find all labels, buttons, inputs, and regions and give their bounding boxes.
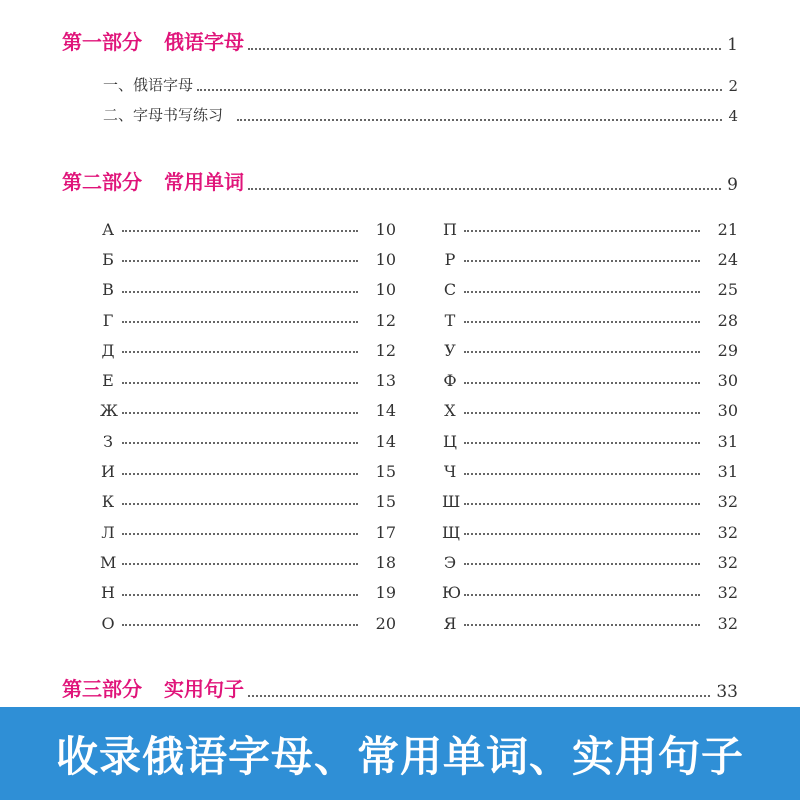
letter: С (443, 280, 457, 300)
letter: Д (101, 340, 115, 360)
promo-banner (0, 707, 800, 800)
letter: Е (102, 371, 114, 391)
dot-leader (464, 260, 700, 262)
letter: З (103, 431, 113, 451)
dot-leader (464, 321, 700, 323)
page-number: 13 (375, 371, 396, 391)
letter-entry (442, 335, 738, 365)
letter: Г (102, 310, 114, 330)
letter: Н (101, 583, 115, 603)
letter-entry (100, 275, 396, 305)
toc-part-3 (62, 673, 738, 702)
sub-item-text: 一、俄语字母 (103, 76, 194, 94)
page-number: 17 (375, 522, 396, 542)
letter: Я (443, 613, 457, 633)
page-number: 32 (717, 522, 738, 542)
dot-leader (122, 260, 358, 262)
dot-leader (237, 119, 722, 121)
dot-leader (248, 188, 721, 190)
toc-part-1 (62, 26, 738, 55)
letter-entry (100, 426, 396, 456)
letter: Ч (443, 462, 457, 482)
page-number: 15 (375, 492, 396, 512)
letter-entry (442, 305, 738, 335)
dot-leader (122, 291, 358, 293)
letter-entry (100, 214, 396, 244)
dot-leader (122, 321, 358, 323)
page-number: 29 (717, 340, 738, 360)
dot-leader (122, 473, 358, 475)
dot-leader (464, 351, 700, 353)
dot-leader (122, 442, 358, 444)
dot-leader (248, 695, 710, 697)
letter-entry (442, 547, 738, 577)
part-title: 第三部分 实用句子 (62, 677, 244, 701)
dot-leader (122, 382, 358, 384)
page-number: 19 (375, 583, 396, 603)
part-title: 第二部分 常用单词 (62, 170, 244, 194)
dot-leader (464, 533, 700, 535)
page-number: 32 (717, 552, 738, 572)
letter-entry (100, 456, 396, 486)
page-number: 2 (728, 77, 738, 95)
dot-leader (122, 533, 358, 535)
toc-sub-item-1 (103, 74, 738, 95)
page-number: 31 (717, 462, 738, 482)
letter: Ф (443, 371, 457, 391)
letter: Х (444, 401, 456, 421)
page-number: 1 (727, 35, 738, 55)
dot-leader (122, 412, 358, 414)
toc-part-2 (62, 166, 738, 195)
letter: У (444, 340, 456, 360)
dot-leader (464, 624, 700, 626)
page-number: 24 (717, 249, 738, 269)
letter: М (100, 552, 117, 572)
page-number: 30 (717, 401, 738, 421)
page-number: 33 (716, 682, 738, 702)
letter-column-right (442, 214, 738, 638)
letter: Ж (100, 401, 118, 421)
letter: Б (102, 249, 114, 269)
letter-entry (100, 578, 396, 608)
page-number: 12 (375, 310, 396, 330)
page-number: 12 (375, 340, 396, 360)
dot-leader (122, 624, 358, 626)
page-number: 10 (375, 280, 396, 300)
dot-leader (122, 230, 358, 232)
dot-leader (464, 442, 700, 444)
letter-entry (100, 396, 396, 426)
letter: Э (443, 552, 457, 572)
letter-entry (442, 396, 738, 426)
page-number: 9 (727, 175, 738, 195)
dot-leader (464, 291, 700, 293)
page-number: 14 (375, 401, 396, 421)
letter: К (101, 492, 115, 512)
dot-leader (122, 351, 358, 353)
letter-entry (442, 214, 738, 244)
dot-leader (197, 89, 722, 91)
letter-entry (442, 608, 738, 638)
page-number: 32 (717, 583, 738, 603)
letter: Р (444, 249, 456, 269)
letter-entry (442, 456, 738, 486)
letter-entry (442, 578, 738, 608)
letter: Л (101, 522, 115, 542)
dot-leader (464, 382, 700, 384)
page-number: 25 (717, 280, 738, 300)
letter: О (101, 613, 115, 633)
page-number: 18 (375, 552, 396, 572)
letter-entry (100, 547, 396, 577)
letter: Т (444, 310, 456, 330)
sub-item-text: 二、字母书写练习 (103, 106, 224, 124)
letter-entry (100, 365, 396, 395)
letter-column-left (100, 214, 396, 638)
page-number: 20 (375, 613, 396, 633)
dot-leader (464, 230, 700, 232)
page-number: 10 (375, 219, 396, 239)
dot-leader (122, 503, 358, 505)
letter-entry (100, 335, 396, 365)
page-number: 14 (375, 431, 396, 451)
page-number: 21 (717, 219, 738, 239)
dot-leader (122, 594, 358, 596)
page-number: 28 (717, 310, 738, 330)
page-number: 15 (375, 462, 396, 482)
letter-entry (442, 517, 738, 547)
page-number: 4 (728, 107, 738, 125)
letter: И (101, 462, 115, 482)
letter-entry (100, 608, 396, 638)
letter-entry (442, 365, 738, 395)
letter: П (443, 219, 457, 239)
dot-leader (464, 473, 700, 475)
part-title: 第一部分 俄语字母 (62, 30, 244, 54)
letter-entry (442, 275, 738, 305)
letter-entry (100, 517, 396, 547)
letter: Щ (442, 522, 461, 542)
dot-leader (464, 563, 700, 565)
letter-entry (100, 487, 396, 517)
banner-text: 收录俄语字母、常用单词、实用句子 (55, 731, 744, 781)
page-number: 32 (717, 613, 738, 633)
letter: В (102, 280, 114, 300)
letter-entry (100, 305, 396, 335)
letter: Ц (443, 431, 457, 451)
toc-sub-item-2 (103, 104, 738, 125)
letter-entry (100, 244, 396, 274)
dot-leader (122, 563, 358, 565)
page-number: 31 (717, 431, 738, 451)
letter: Ш (442, 492, 461, 512)
page-number: 10 (375, 249, 396, 269)
dot-leader (464, 412, 700, 414)
dot-leader (464, 503, 700, 505)
letter-entry (442, 426, 738, 456)
page-number: 30 (717, 371, 738, 391)
letter-entry (442, 487, 738, 517)
dot-leader (464, 594, 700, 596)
letter: А (101, 219, 115, 239)
page-number: 32 (717, 492, 738, 512)
letter-entry (442, 244, 738, 274)
dot-leader (248, 48, 721, 50)
letter: Ю (442, 583, 462, 603)
